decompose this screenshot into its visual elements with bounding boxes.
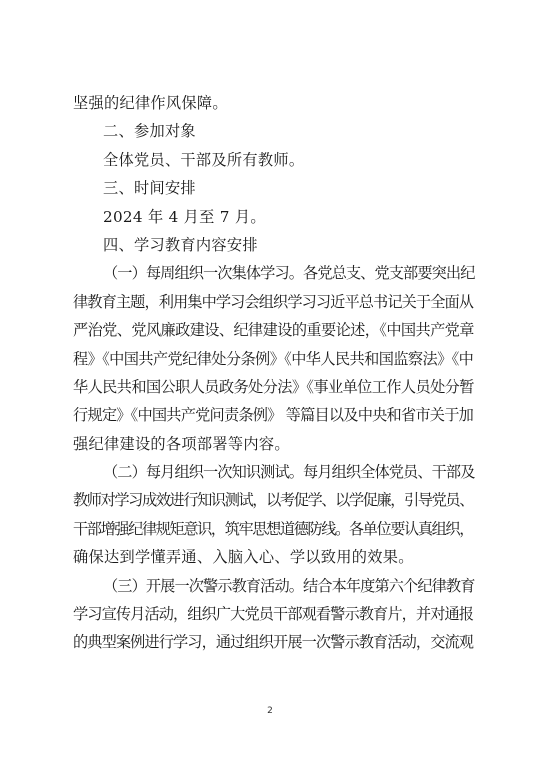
page-number: 2: [267, 706, 273, 716]
text-line: 干部增强纪律规矩意识，筑牢思想道德防线。各单位要认真组织，: [73, 519, 473, 538]
text-line: 律教育主题，利用集中学习会组织学习习近平总书记关于全面从: [73, 292, 474, 311]
text-line: 强纪律建设的各项部署等内容。: [73, 434, 290, 453]
text-line: 教师对学习成效进行知识测试，以考促学、以学促廉，引导党员、: [73, 491, 473, 510]
text-line: 三、时间安排: [103, 179, 196, 198]
text-line: 2024 年 4 月至 7 月。: [103, 207, 266, 226]
text-line: 学习宣传月活动，组织广大党员干部观看警示教育片，并对通报: [73, 605, 474, 624]
text-line: 的典型案例进行学习，通过组织开展一次警示教育活动，交流观: [73, 633, 474, 652]
text-line: 四、学习教育内容安排: [103, 235, 258, 254]
text-line: （一）每周组织一次集体学习。各党总支、党支部要突出纪: [103, 264, 475, 283]
text-line: 确保达到学懂弄通、入脑入心、学以致用的效果。: [73, 548, 414, 567]
text-line: 全体党员、干部及所有教师。: [103, 150, 305, 169]
text-line: 行规定》《中国共产党问责条例》 等篇目以及中央和省市关于加: [73, 406, 473, 425]
text-line: （二）每月组织一次知识测试。每月组织全体党员、干部及: [103, 463, 475, 482]
document-body: [73, 89, 473, 657]
text-line: 程》《中国共产党纪律处分条例》《中华人民共和国监察法》《中: [73, 349, 474, 368]
text-line: （三）开展一次警示教育活动。结合本年度第六个纪律教育: [103, 576, 475, 595]
text-line: 二、参加对象: [103, 122, 196, 141]
text-line: 严治党、党风廉政建设、纪律建设的重要论述，《中国共产党章: [73, 321, 474, 340]
text-line: 华人民共和国公职人员政务处分法》《事业单位工作人员处分暂: [73, 377, 474, 396]
text-line: 坚强的纪律作风保障。: [73, 94, 228, 112]
